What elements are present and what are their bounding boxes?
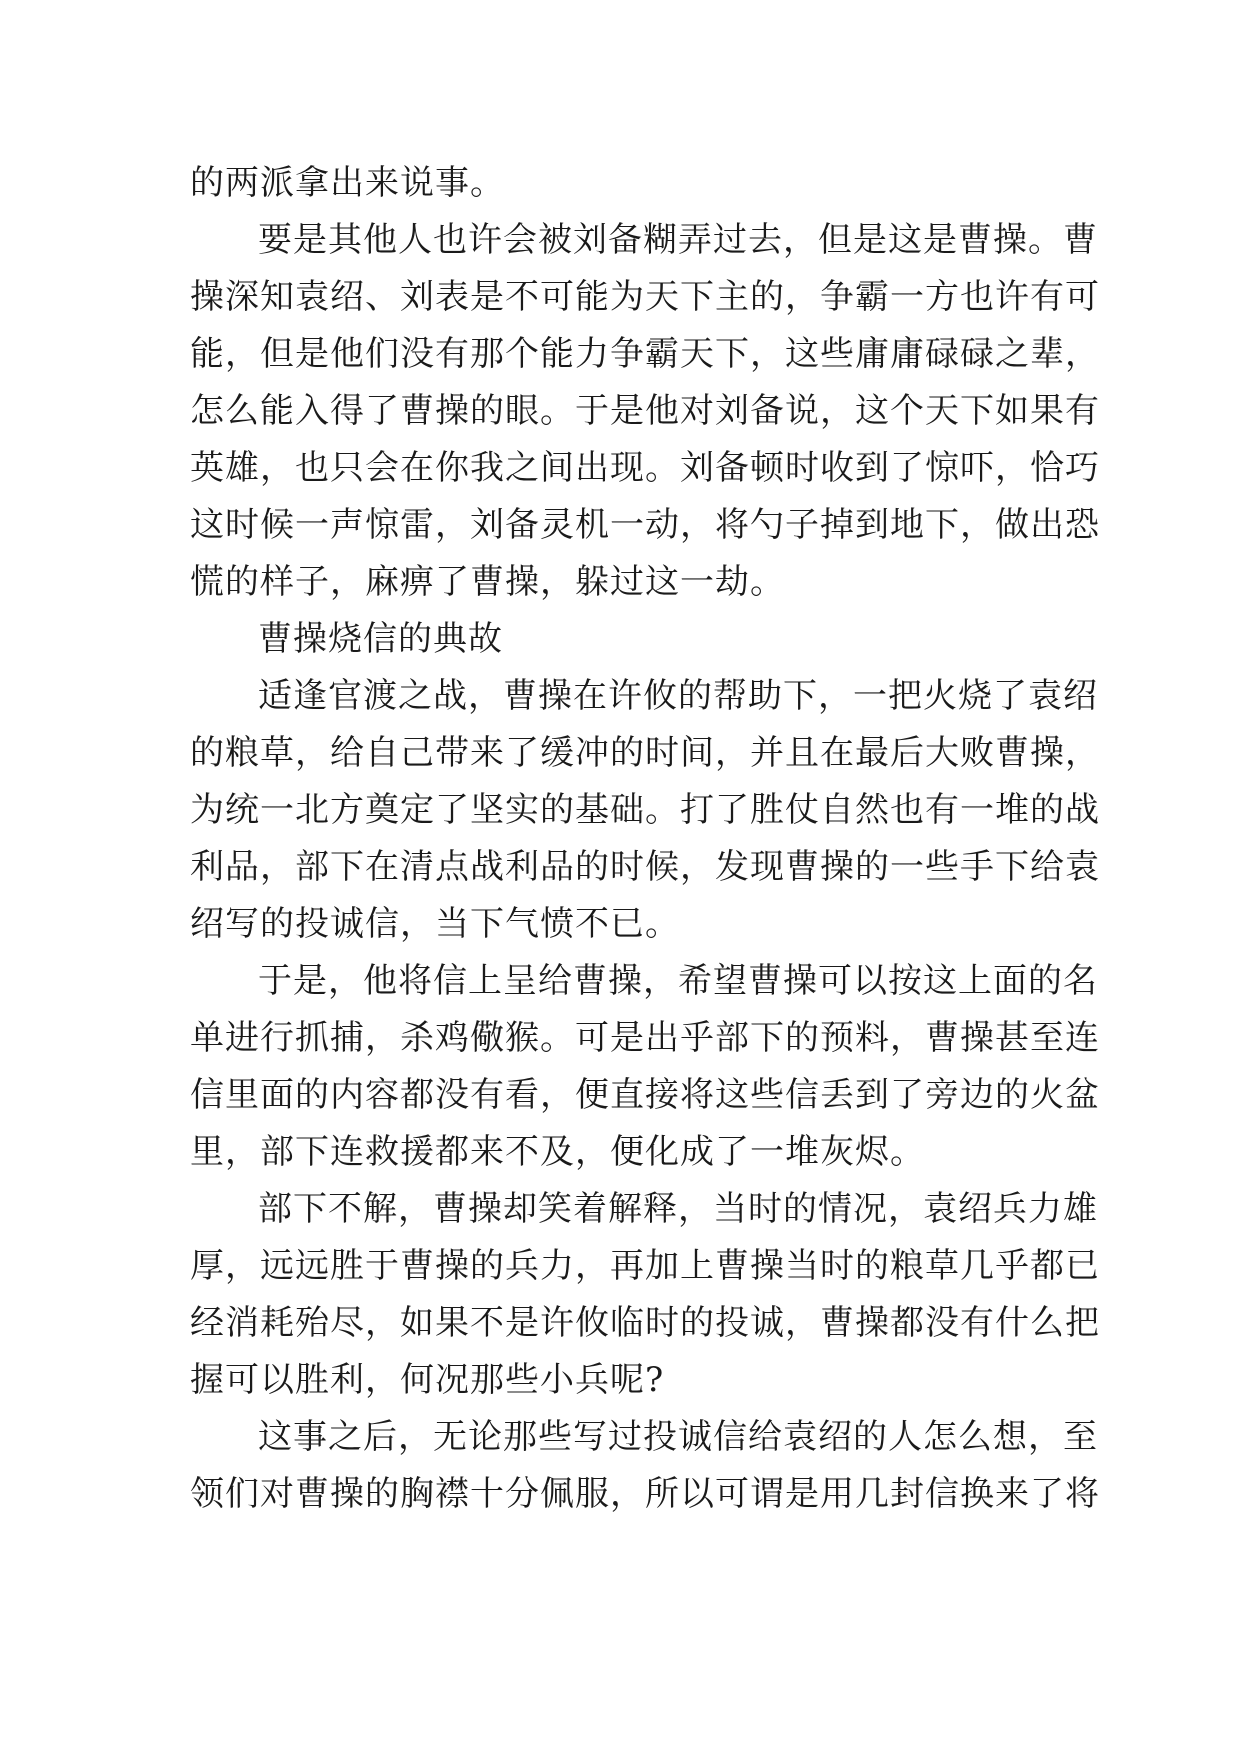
text-line: 部下不解，曹操却笑着解释，当时的情况，袁绍兵力雄	[258, 1189, 1098, 1229]
text-line: 这事之后，无论那些写过投诚信给袁绍的人怎么想，至	[258, 1417, 1098, 1457]
text-line: 英雄，也只会在你我之间出现。刘备顿时收到了惊吓，恰巧	[190, 448, 1100, 488]
text-line: 于是，他将信上呈给曹操，希望曹操可以按这上面的名	[258, 961, 1098, 1001]
body-text	[190, 155, 1100, 1523]
text-line: 慌的样子，麻痹了曹操，躲过这一劫。	[190, 562, 785, 602]
text-line: 利品，部下在清点战利品的时候，发现曹操的一些手下给袁	[190, 847, 1100, 887]
text-line: 操深知袁绍、刘表是不可能为天下主的，争霸一方也许有可	[190, 277, 1100, 317]
text-line: 信里面的内容都没有看，便直接将这些信丢到了旁边的火盆	[190, 1075, 1100, 1115]
text-line: 经消耗殆尽，如果不是许攸临时的投诚，曹操都没有什么把	[190, 1303, 1100, 1343]
text-line: 的两派拿出来说事。	[190, 163, 505, 203]
text-line: 怎么能入得了曹操的眼。于是他对刘备说，这个天下如果有	[190, 391, 1100, 431]
text-line: 绍写的投诚信，当下气愤不已。	[190, 904, 680, 944]
text-line: 为统一北方奠定了坚实的基础。打了胜仗自然也有一堆的战	[190, 790, 1100, 830]
text-line: 里，部下连救援都来不及，便化成了一堆灰烬。	[190, 1132, 925, 1172]
text-line: 要是其他人也许会被刘备糊弄过去，但是这是曹操。曹	[258, 220, 1098, 260]
text-line: 曹操烧信的典故	[258, 619, 503, 659]
text-line: 领们对曹操的胸襟十分佩服，所以可谓是用几封信换来了将	[190, 1474, 1100, 1514]
text-line: 握可以胜利，何况那些小兵呢?	[190, 1360, 665, 1400]
text-line: 这时候一声惊雷，刘备灵机一动，将勺子掉到地下，做出恐	[190, 505, 1100, 545]
text-line: 的粮草，给自己带来了缓冲的时间，并且在最后大败曹操，	[190, 733, 1100, 773]
text-line: 厚，远远胜于曹操的兵力，再加上曹操当时的粮草几乎都已	[190, 1246, 1100, 1286]
text-line: 能，但是他们没有那个能力争霸天下，这些庸庸碌碌之辈，	[190, 334, 1100, 374]
text-line: 单进行抓捕，杀鸡儆猴。可是出乎部下的预料，曹操甚至连	[190, 1018, 1100, 1058]
text-line: 适逢官渡之战，曹操在许攸的帮助下，一把火烧了袁绍	[258, 676, 1098, 716]
